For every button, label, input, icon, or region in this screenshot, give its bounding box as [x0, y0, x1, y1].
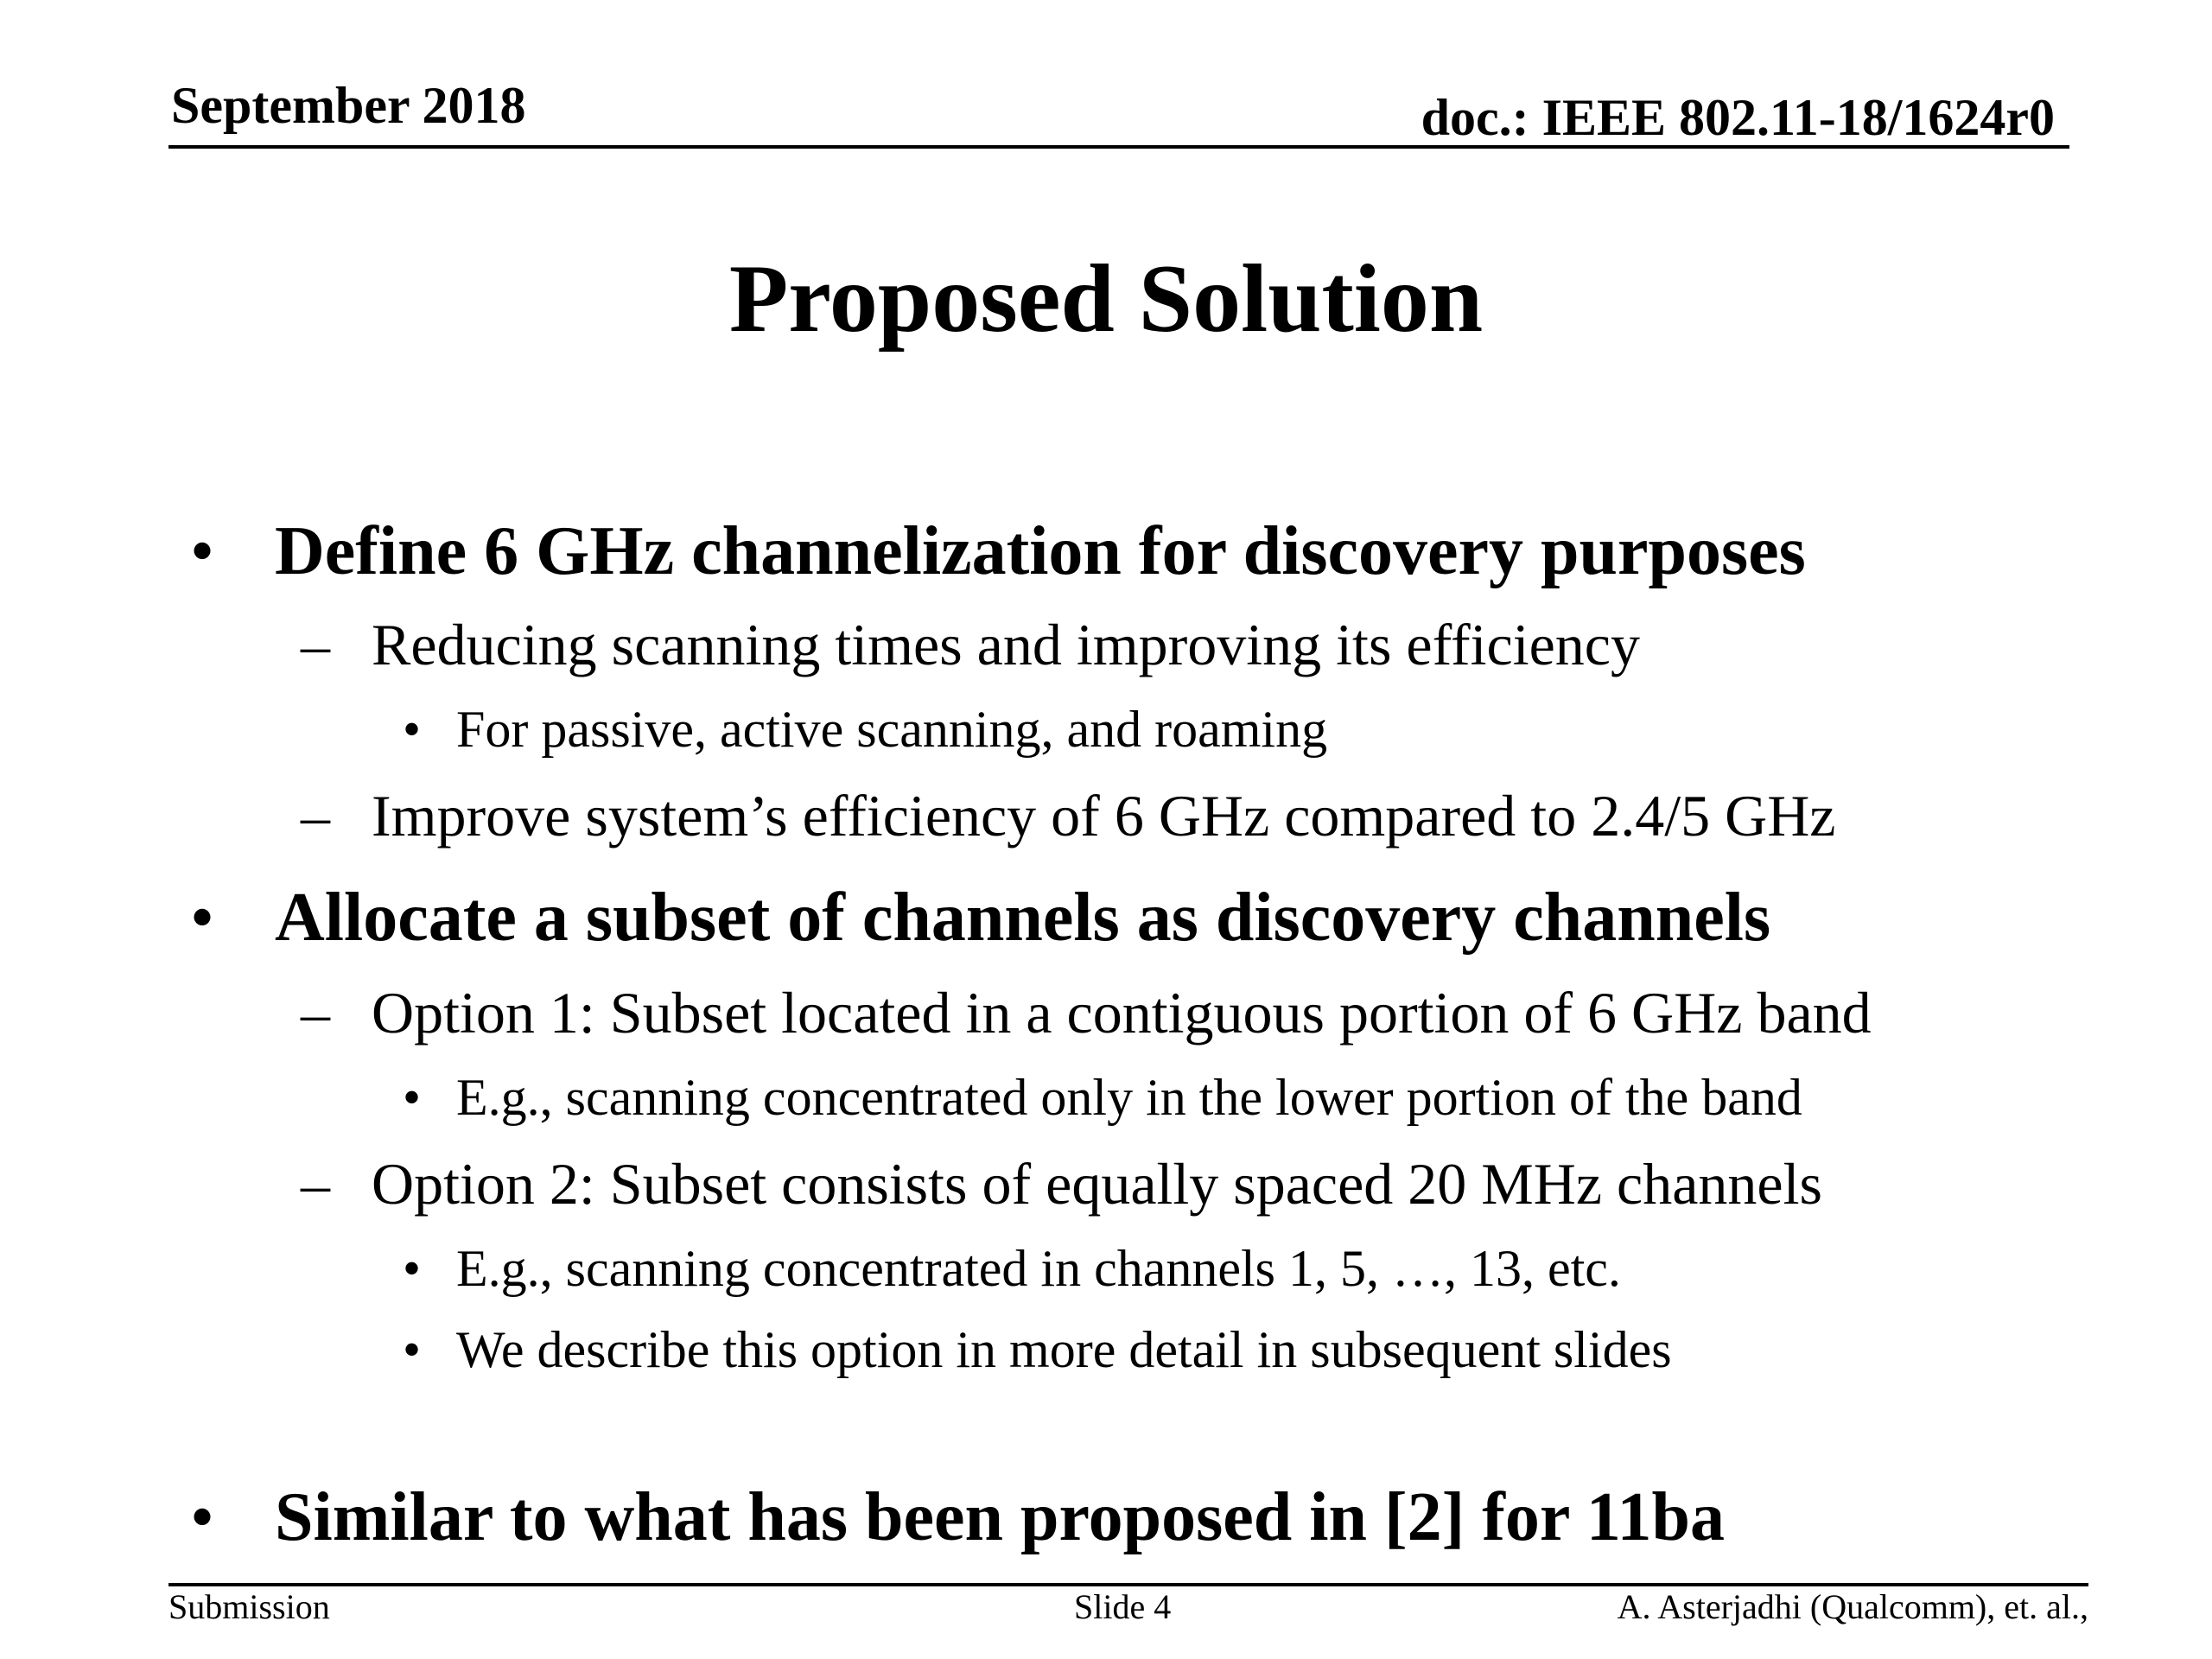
bullet-item	[190, 1479, 1726, 1555]
slide-header-doc-id: doc.: IEEE 802.11-18/1624r0	[1421, 89, 2055, 146]
bullet-marker: –	[301, 1151, 330, 1217]
footer-rule	[168, 1583, 2088, 1586]
bullet-item	[403, 1321, 1672, 1378]
bullet-marker: •	[190, 513, 215, 589]
bullet-marker: –	[301, 612, 330, 677]
bullet-marker: •	[403, 1240, 422, 1297]
bullet-text: Define 6 GHz channelization for discovery purposes	[275, 513, 1806, 589]
bullet-text: Option 1: Subset located in a contiguous portion of 6 GHz band	[372, 980, 1872, 1046]
bullet-marker: •	[190, 1479, 215, 1555]
bullet-item	[301, 783, 1836, 849]
bullet-marker: •	[190, 880, 215, 956]
bullet-marker: •	[403, 1069, 422, 1126]
header-rule	[168, 145, 2069, 149]
bullet-item	[403, 1069, 1802, 1126]
bullet-marker: •	[403, 1321, 422, 1378]
slide-header-date: September 2018	[171, 77, 526, 134]
bullet-item	[301, 980, 1872, 1046]
bullet-text: Improve system’s efficiency of 6 GHz compared to 2.4/5 GHz	[372, 783, 1836, 849]
bullet-item	[403, 1240, 1621, 1297]
bullet-text: Option 2: Subset consists of equally spaced 20 MHz channels	[372, 1151, 1822, 1217]
slide-title: Proposed Solution	[728, 245, 1484, 353]
bullet-marker: •	[403, 701, 422, 758]
bullet-item	[403, 701, 1328, 758]
footer-author: A. Asterjadhi (Qualcomm), et. al.,	[1617, 1587, 2088, 1626]
bullet-marker: –	[301, 783, 330, 849]
bullet-text: For passive, active scanning, and roaming	[456, 701, 1328, 758]
bullet-text: Reducing scanning times and improving its efficiency	[372, 612, 1640, 677]
bullet-item	[301, 612, 1640, 677]
bullet-text: Allocate a subset of channels as discovery channels	[275, 880, 1771, 956]
bullet-text: E.g., scanning concentrated only in the lower portion of the band	[456, 1069, 1802, 1126]
bullet-marker: –	[301, 980, 330, 1046]
bullet-item	[301, 1151, 1822, 1217]
bullet-item	[190, 880, 1771, 956]
footer-submission: Submission	[168, 1587, 330, 1626]
bullet-text: E.g., scanning concentrated in channels 1, 5, …, 13, etc.	[456, 1240, 1621, 1297]
bullet-text: We describe this option in more detail in subsequent slides	[456, 1321, 1672, 1378]
footer-slide-number: Slide 4	[1074, 1587, 1172, 1626]
bullet-item	[190, 513, 1806, 589]
bullet-text: Similar to what has been proposed in [2] for 11ba	[275, 1479, 1726, 1555]
